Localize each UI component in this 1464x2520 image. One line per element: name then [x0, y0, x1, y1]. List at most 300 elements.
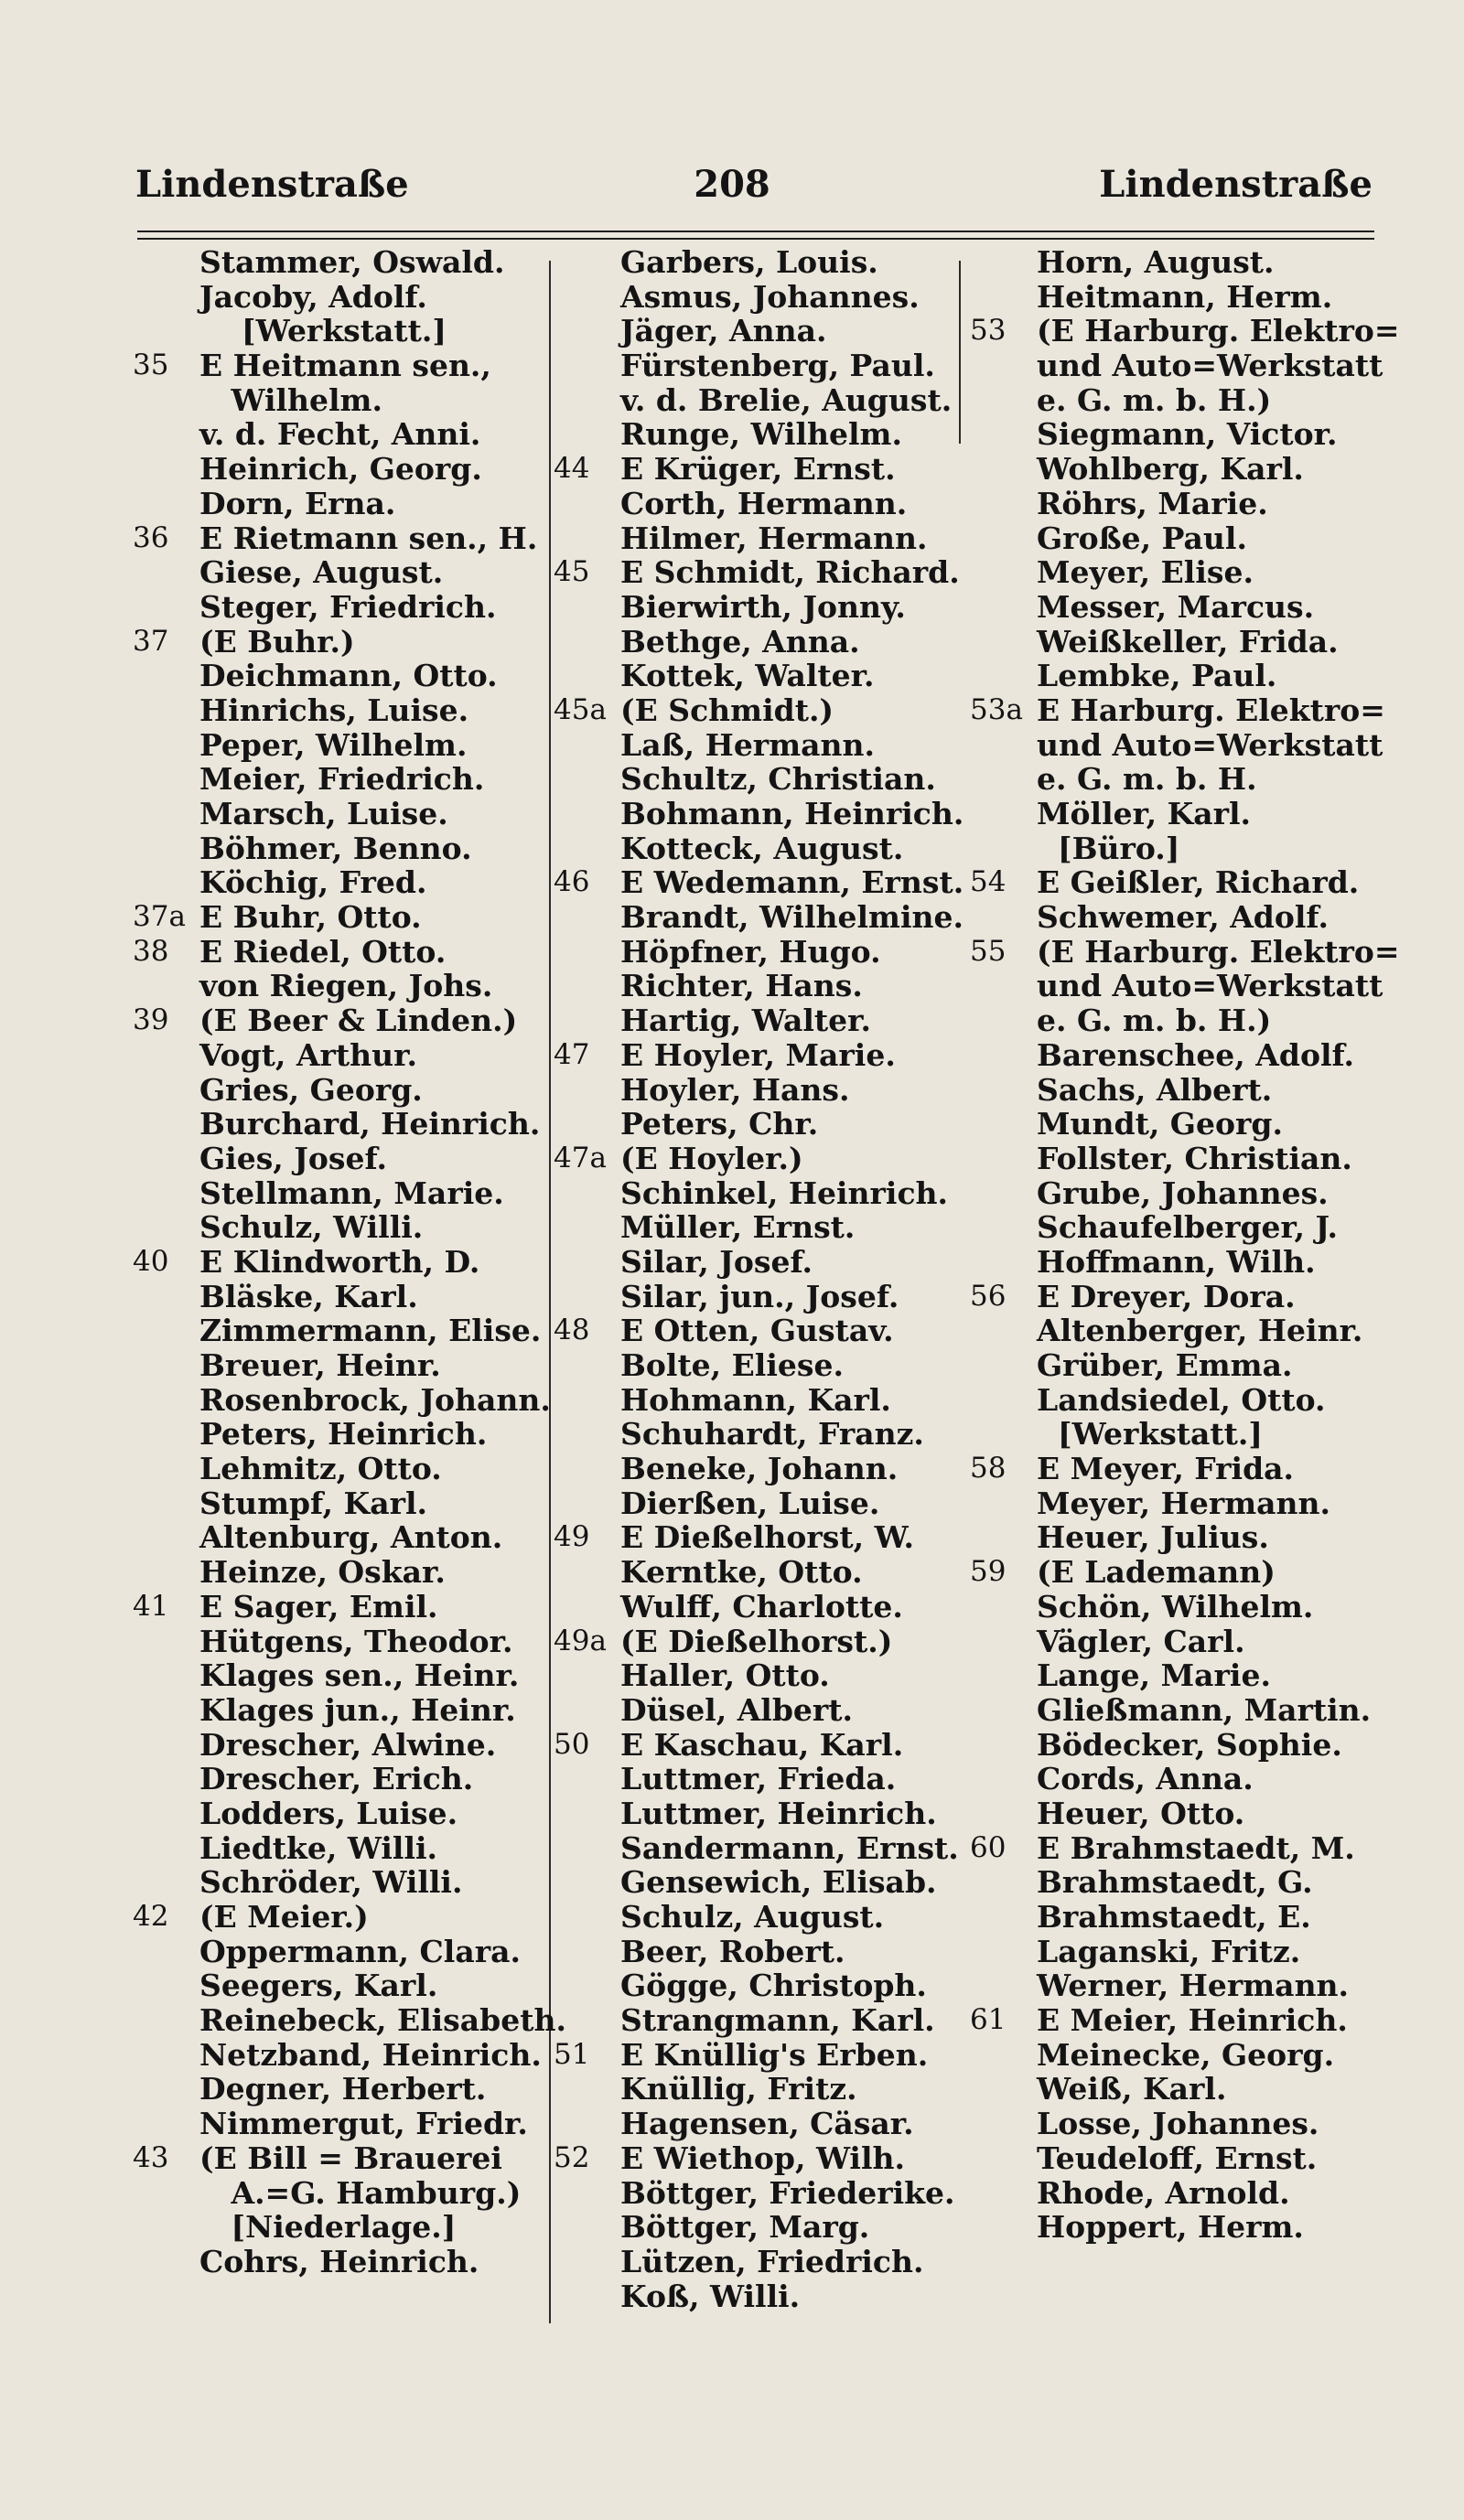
directory-entry — [554, 1762, 965, 1796]
directory-entry — [970, 1625, 1418, 1659]
house-number — [970, 1003, 1037, 1038]
resident-name: E Brahmstaedt, M. — [1037, 1829, 1355, 1866]
house-number — [133, 1865, 199, 1900]
house-number — [970, 1728, 1037, 1763]
directory-entry — [554, 1693, 965, 1728]
directory-entry — [970, 1486, 1418, 1521]
directory-entry — [970, 1417, 1418, 1452]
directory-entry — [554, 865, 965, 900]
resident-name: Kotteck, August. — [620, 830, 904, 866]
resident-name: E Meyer, Frida. — [1037, 1451, 1295, 1487]
house-number — [133, 1935, 199, 1969]
house-number — [133, 1452, 199, 1486]
resident-name: E Buhr, Otto. — [199, 899, 422, 936]
house-number — [554, 1348, 620, 1383]
house-number — [133, 555, 199, 590]
resident-name: Oppermann, Clara. — [199, 1933, 521, 1969]
resident-name: Brahmstaedt, G. — [1037, 1864, 1313, 1901]
house-number — [554, 1555, 620, 1590]
resident-name: E Riedel, Otto. — [199, 933, 447, 970]
house-number — [133, 2210, 199, 2245]
resident-name: E Schmidt, Richard. — [620, 554, 960, 591]
directory-column-3 — [970, 245, 1418, 2245]
directory-entry — [554, 521, 965, 556]
house-number — [554, 2176, 620, 2211]
resident-name: A.=G. Hamburg.) — [199, 2174, 522, 2211]
resident-name: Hilmer, Hermann. — [620, 520, 928, 556]
directory-entry — [970, 1452, 1418, 1486]
resident-name: Stammer, Oswald. — [199, 244, 505, 280]
resident-name: Garbers, Louis. — [620, 244, 878, 280]
directory-entry — [970, 487, 1418, 521]
house-number — [970, 245, 1037, 280]
house-number — [133, 1073, 199, 1108]
directory-entry — [970, 1142, 1418, 1176]
directory-entry — [133, 1348, 552, 1383]
house-number — [133, 1625, 199, 1659]
resident-name: e. G. m. b. H.) — [1037, 1003, 1272, 1039]
directory-entry — [554, 797, 965, 831]
house-number — [970, 728, 1037, 763]
directory-entry — [970, 728, 1418, 763]
resident-name: Bolte, Eliese. — [620, 1347, 844, 1383]
house-number — [970, 900, 1037, 935]
house-number: 41 — [133, 1589, 169, 1623]
directory-entry — [970, 1383, 1418, 1418]
resident-name: Lange, Marie. — [1037, 1657, 1271, 1694]
house-number — [133, 1038, 199, 1073]
house-number — [970, 2176, 1037, 2211]
directory-entry — [133, 1935, 552, 1969]
resident-name: Haller, Otto. — [620, 1657, 830, 1694]
directory-entry — [970, 1038, 1418, 1073]
directory-entry — [554, 314, 965, 349]
directory-entry — [554, 625, 965, 659]
house-number: 45a — [554, 692, 607, 726]
house-number — [554, 1176, 620, 1211]
resident-name: E Geißler, Richard. — [1037, 864, 1360, 901]
house-number: 40 — [133, 1244, 169, 1278]
resident-name: E Hoyler, Marie. — [620, 1036, 896, 1073]
header-rule-top — [137, 231, 1374, 232]
directory-entry — [970, 1762, 1418, 1796]
house-number — [133, 417, 199, 452]
directory-entry — [554, 1210, 965, 1245]
directory-entry — [970, 1865, 1418, 1900]
directory-entry — [970, 590, 1418, 625]
resident-name: (E Bill = Brauerei — [199, 2139, 502, 2176]
resident-name: Lodders, Luise. — [199, 1795, 458, 1831]
resident-name: Sachs, Albert. — [1037, 1071, 1273, 1108]
resident-name: Marsch, Luise. — [199, 796, 448, 831]
house-number — [133, 245, 199, 280]
house-number — [554, 1865, 620, 1900]
directory-entry — [554, 2107, 965, 2141]
resident-name: Lembke, Paul. — [1037, 658, 1277, 694]
resident-name: Gries, Georg. — [199, 1071, 423, 1108]
directory-entry — [554, 1590, 965, 1625]
resident-name: E Dießelhorst, W. — [620, 1519, 914, 1556]
resident-name: Bierwirth, Jonny. — [620, 588, 906, 625]
directory-entry — [554, 1658, 965, 1693]
resident-name: (E Buhr.) — [199, 623, 355, 659]
house-number — [970, 1038, 1037, 1073]
house-number: 53 — [970, 314, 1006, 348]
resident-name: Richter, Hans. — [620, 968, 863, 1004]
house-number — [970, 555, 1037, 590]
resident-name: E Harburg. Elektro= — [1037, 692, 1385, 728]
resident-name: Schröder, Willi. — [199, 1864, 463, 1901]
directory-entry — [970, 2107, 1418, 2141]
directory-entry — [970, 383, 1418, 418]
house-number — [133, 1968, 199, 2003]
directory-entry — [970, 280, 1418, 315]
resident-name: Heinze, Oskar. — [199, 1554, 446, 1591]
house-number — [554, 2072, 620, 2107]
directory-entry — [554, 935, 965, 970]
house-number — [554, 349, 620, 383]
directory-entry — [554, 1383, 965, 1418]
resident-name: Giese, August. — [199, 554, 444, 591]
house-number — [970, 1658, 1037, 1693]
directory-entry — [970, 2141, 1418, 2176]
resident-name: Wulff, Charlotte. — [620, 1588, 903, 1625]
resident-name: Silar, jun., Josef. — [620, 1278, 899, 1314]
directory-entry — [133, 831, 552, 866]
directory-entry — [133, 245, 552, 280]
directory-entry — [554, 1245, 965, 1280]
directory-entry — [133, 452, 552, 487]
directory-entry — [554, 2141, 965, 2176]
directory-entry — [133, 2176, 552, 2211]
house-number: 50 — [554, 1727, 590, 1761]
directory-entry — [133, 1142, 552, 1176]
house-number — [970, 762, 1037, 797]
directory-entry — [554, 1555, 965, 1590]
resident-name: [Büro.] — [1037, 830, 1180, 866]
directory-entry — [133, 1658, 552, 1693]
resident-name: Böttger, Friederike. — [620, 2174, 955, 2211]
resident-name: Siegmann, Victor. — [1037, 416, 1338, 453]
house-number — [133, 831, 199, 866]
resident-name: Cohrs, Heinrich. — [199, 2243, 479, 2279]
resident-name: Köchig, Fred. — [199, 864, 427, 901]
directory-entry — [133, 1107, 552, 1142]
house-number — [970, 797, 1037, 831]
directory-entry — [554, 1865, 965, 1900]
house-number: 49 — [554, 1520, 590, 1554]
house-number — [133, 1555, 199, 1590]
house-number — [970, 1486, 1037, 1521]
house-number — [554, 1486, 620, 1521]
resident-name: Asmus, Johannes. — [620, 278, 920, 315]
resident-name: von Riegen, Johs. — [199, 968, 493, 1004]
resident-name: Heinrich, Georg. — [199, 451, 482, 488]
house-number — [970, 1796, 1037, 1831]
directory-entry — [133, 865, 552, 900]
directory-entry — [554, 245, 965, 280]
house-number — [554, 1658, 620, 1693]
directory-entry — [970, 969, 1418, 1003]
resident-name: Weiß, Karl. — [1037, 2071, 1227, 2107]
house-number — [970, 1314, 1037, 1348]
directory-entry — [970, 1003, 1418, 1038]
house-number: 60 — [970, 1830, 1006, 1864]
directory-entry — [970, 831, 1418, 866]
resident-name: (E Schmidt.) — [620, 692, 834, 728]
directory-entry — [133, 349, 552, 383]
house-number — [133, 969, 199, 1003]
house-number — [554, 2210, 620, 2245]
directory-entry — [970, 1658, 1418, 1693]
house-number — [133, 728, 199, 763]
resident-name: Klages sen., Heinr. — [199, 1657, 520, 1694]
resident-name: und Auto=Werkstatt — [1037, 726, 1383, 763]
house-number — [554, 797, 620, 831]
resident-name: Heitmann, Herm. — [1037, 278, 1333, 315]
resident-name: Grüber, Emma. — [1037, 1347, 1293, 1383]
resident-name: Losse, Johannes. — [1037, 2106, 1319, 2142]
resident-name: Schaufelberger, J. — [1037, 1209, 1339, 1246]
directory-entry — [554, 2072, 965, 2107]
resident-name: E Sager, Emil. — [199, 1588, 438, 1625]
resident-name: Peper, Wilhelm. — [199, 726, 468, 763]
resident-name: Lützen, Friedrich. — [620, 2243, 924, 2279]
resident-name: Schwemer, Adolf. — [1037, 899, 1329, 936]
house-number — [554, 590, 620, 625]
directory-entry — [554, 2245, 965, 2279]
resident-name: e. G. m. b. H. — [1037, 761, 1257, 798]
resident-name: Hinrichs, Luise. — [199, 692, 469, 728]
house-number — [554, 1968, 620, 2003]
resident-name: Stellmann, Marie. — [199, 1174, 504, 1211]
directory-entry — [970, 659, 1418, 693]
resident-name: Kerntke, Otto. — [620, 1554, 863, 1591]
resident-name: Runge, Wilhelm. — [620, 416, 902, 453]
directory-entry — [133, 1762, 552, 1796]
directory-entry — [554, 1107, 965, 1142]
house-number — [970, 1935, 1037, 1969]
house-number — [970, 1142, 1037, 1176]
house-number — [970, 969, 1037, 1003]
resident-name: Teudeloff, Ernst. — [1037, 2139, 1318, 2176]
house-number — [970, 831, 1037, 866]
house-number — [970, 521, 1037, 556]
resident-name: Deichmann, Otto. — [199, 658, 498, 694]
resident-name: Vägler, Carl. — [1037, 1623, 1245, 1659]
house-number — [554, 1417, 620, 1452]
directory-entry — [554, 590, 965, 625]
house-number — [970, 1693, 1037, 1728]
resident-name: Weißkeller, Frida. — [1037, 623, 1339, 659]
directory-entry — [554, 1073, 965, 1108]
resident-name: Drescher, Alwine. — [199, 1726, 497, 1763]
directory-entry — [133, 590, 552, 625]
running-header-right: Lindenstraße — [1099, 163, 1372, 206]
house-number — [554, 487, 620, 521]
directory-entry — [970, 1900, 1418, 1935]
house-number — [554, 935, 620, 970]
resident-name: Hoppert, Herm. — [1037, 2209, 1304, 2246]
house-number: 61 — [970, 2003, 1006, 2037]
directory-entry — [133, 2141, 552, 2176]
resident-name: Große, Paul. — [1037, 520, 1247, 556]
house-number — [133, 1520, 199, 1555]
resident-name: Bethge, Anna. — [620, 623, 860, 659]
directory-entry — [133, 1417, 552, 1452]
resident-name: Cords, Anna. — [1037, 1761, 1254, 1797]
directory-entry — [970, 693, 1418, 728]
directory-column-1 — [133, 244, 566, 2279]
resident-name: v. d. Fecht, Anni. — [199, 416, 481, 453]
directory-entry — [970, 865, 1418, 900]
resident-name: Schultz, Christian. — [620, 761, 936, 798]
house-number — [970, 590, 1037, 625]
resident-name: E Krüger, Ernst. — [620, 451, 896, 488]
resident-name: Mundt, Georg. — [1037, 1106, 1283, 1142]
house-number: 55 — [970, 934, 1006, 968]
house-number: 37a — [133, 900, 186, 934]
house-number — [970, 2210, 1037, 2245]
house-number — [133, 659, 199, 693]
directory-entry — [554, 1038, 965, 1073]
directory-entry — [133, 2002, 566, 2039]
resident-name: Fürstenberg, Paul. — [620, 348, 935, 384]
house-number — [970, 1520, 1037, 1555]
directory-entry — [970, 1831, 1418, 1866]
resident-name: Lehmitz, Otto. — [199, 1451, 442, 1487]
directory-entry — [970, 762, 1418, 797]
house-number — [133, 797, 199, 831]
house-number — [970, 659, 1037, 693]
directory-entry — [554, 2279, 965, 2314]
house-number: 53a — [970, 692, 1023, 726]
house-number — [133, 693, 199, 728]
house-number — [970, 2141, 1037, 2176]
directory-entry — [133, 900, 552, 935]
directory-entry — [970, 555, 1418, 590]
directory-entry — [133, 2038, 552, 2073]
house-number — [970, 383, 1037, 418]
resident-name: Hagensen, Cäsar. — [620, 2106, 914, 2142]
directory-entry — [133, 625, 552, 659]
house-number — [554, 314, 620, 349]
resident-name: Corth, Hermann. — [620, 485, 908, 521]
resident-name: (E Beer & Linden.) — [199, 1003, 518, 1039]
resident-name: Schulz, August. — [620, 1899, 885, 1935]
directory-entry — [970, 1176, 1418, 1211]
resident-name: Degner, Herbert. — [199, 2071, 487, 2107]
directory-entry — [554, 1142, 965, 1176]
resident-name: Böttger, Marg. — [620, 2209, 870, 2246]
directory-entry — [133, 1625, 552, 1659]
directory-entry — [554, 1520, 965, 1555]
house-number — [554, 2003, 620, 2038]
house-number: 37 — [133, 624, 169, 658]
house-number — [554, 2245, 620, 2279]
resident-name: Dorn, Erna. — [199, 485, 396, 521]
resident-name: (E Harburg. Elektro= — [1037, 313, 1400, 349]
directory-entry — [554, 969, 965, 1003]
house-number — [970, 1107, 1037, 1142]
directory-entry — [554, 1314, 965, 1348]
directory-entry — [554, 349, 965, 383]
directory-entry — [554, 2176, 965, 2211]
directory-entry — [133, 2210, 552, 2245]
house-number — [554, 762, 620, 797]
house-number: 45 — [554, 555, 590, 589]
resident-name: Knüllig, Fritz. — [620, 2071, 857, 2107]
resident-name: Sandermann, Ernst. — [620, 1829, 959, 1866]
resident-name: Meyer, Hermann. — [1037, 1485, 1330, 1521]
directory-entry — [554, 2003, 965, 2038]
resident-name: Horn, August. — [1037, 244, 1275, 280]
resident-name: E Rietmann sen., H. — [199, 520, 538, 556]
directory-entry — [554, 1968, 965, 2003]
resident-name: Laß, Hermann. — [620, 726, 875, 763]
resident-name: E Wedemann, Ernst. — [620, 864, 964, 901]
resident-name: [Werkstatt.] — [1037, 1416, 1264, 1453]
house-number — [133, 1831, 199, 1866]
resident-name: v. d. Brelie, August. — [620, 381, 953, 418]
directory-entry — [970, 2072, 1418, 2107]
directory-entry — [970, 452, 1418, 487]
directory-entry — [554, 1728, 965, 1763]
resident-name: Drescher, Erich. — [199, 1761, 474, 1797]
house-number — [133, 487, 199, 521]
directory-entry — [970, 1935, 1418, 1969]
house-number — [970, 1348, 1037, 1383]
directory-entry — [554, 417, 965, 452]
directory-entry — [133, 555, 552, 590]
directory-entry — [970, 625, 1418, 659]
house-number — [554, 280, 620, 315]
directory-entry — [133, 1452, 552, 1486]
house-number — [133, 2038, 199, 2073]
resident-name: Hartig, Walter. — [620, 1003, 871, 1039]
house-number — [554, 1210, 620, 1245]
resident-name: E Knüllig's Erben. — [620, 2036, 929, 2073]
directory-entry — [970, 349, 1418, 383]
directory-entry — [970, 2003, 1418, 2038]
directory-entry — [970, 1348, 1418, 1383]
directory-entry — [970, 521, 1418, 556]
house-number — [554, 1107, 620, 1142]
resident-name: (E Dießelhorst.) — [620, 1623, 893, 1659]
resident-name: Gies, Josef. — [199, 1140, 387, 1176]
resident-name: Peters, Heinrich. — [199, 1416, 488, 1453]
house-number — [970, 280, 1037, 315]
house-number — [970, 1625, 1037, 1659]
house-number — [133, 1142, 199, 1176]
house-number — [554, 1452, 620, 1486]
directory-entry — [970, 2176, 1418, 2211]
directory-entry — [970, 1210, 1418, 1245]
resident-name: Brandt, Wilhelmine. — [620, 899, 963, 936]
directory-entry — [970, 417, 1418, 452]
directory-entry — [133, 383, 552, 418]
directory-entry — [133, 1210, 552, 1245]
house-number: 43 — [133, 2140, 169, 2174]
directory-entry — [970, 1073, 1418, 1108]
resident-name: Gensewich, Elisab. — [620, 1864, 937, 1901]
resident-name: Heuer, Otto. — [1037, 1795, 1245, 1831]
directory-entry — [133, 1003, 552, 1038]
resident-name: Hoyler, Hans. — [620, 1071, 850, 1108]
house-number — [133, 1796, 199, 1831]
directory-entry — [133, 1728, 552, 1763]
directory-entry — [133, 1968, 552, 2003]
